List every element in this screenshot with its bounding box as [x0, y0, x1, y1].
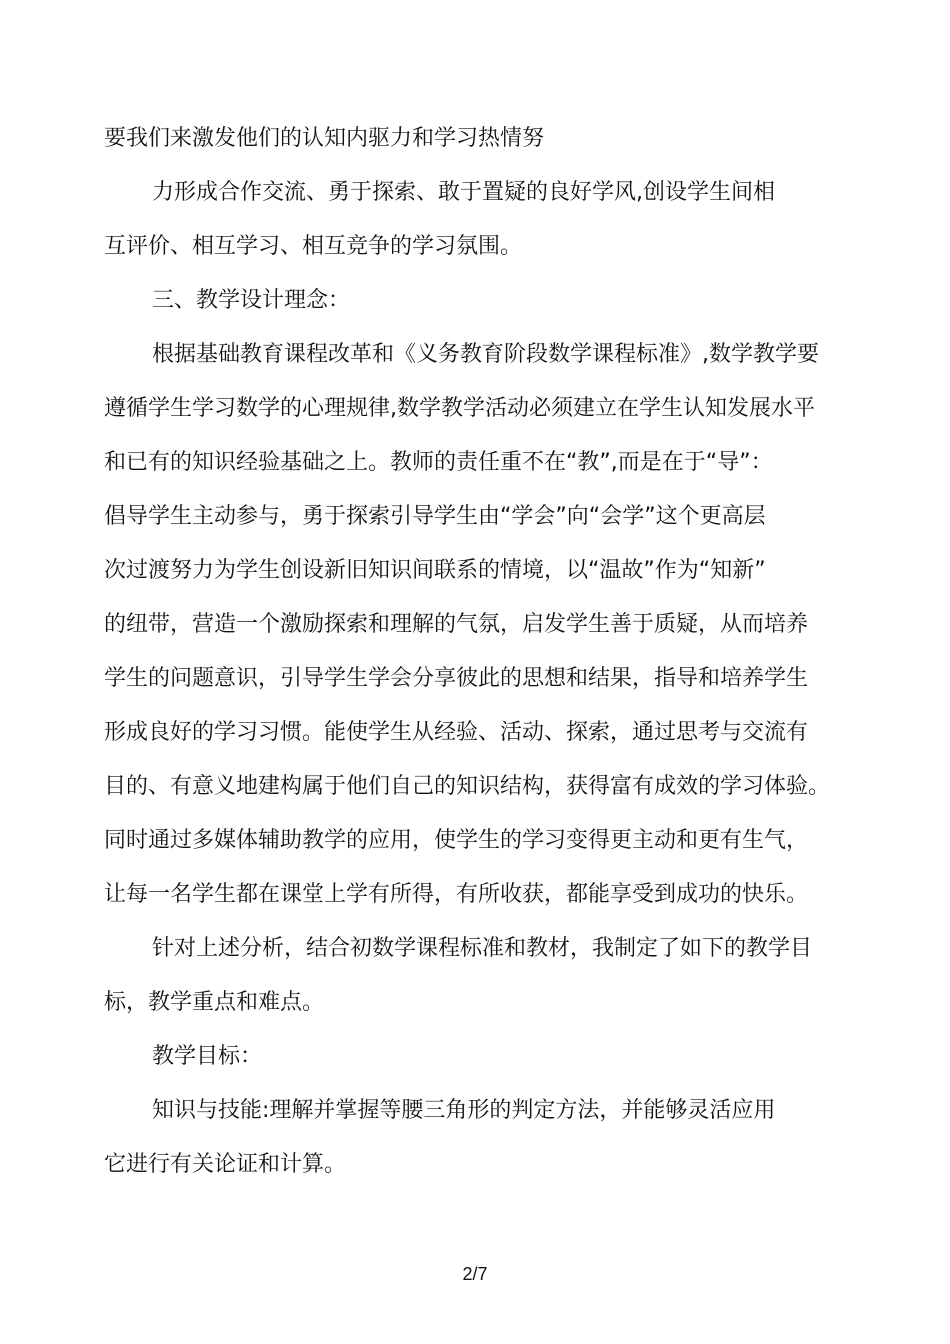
text-line-15: 让每一名学生都在课堂上学有所得，有所收获，都能享受到成功的快乐。	[104, 882, 809, 907]
text-line-6: 遵循学生学习数学的心理规律,数学教学活动必须建立在学生认知发展水平	[104, 396, 815, 421]
text-line-10: 的纽带，营造一个激励探索和理解的气氛，启发学生善于质疑，从而培养	[104, 612, 809, 637]
text-line-14: 同时通过多媒体辅助教学的应用，使学生的学习变得更主动和更有生气，	[104, 828, 809, 853]
text-line-5: 根据基础教育课程改革和《义务教育阶段数学课程标准》,数学教学要	[152, 342, 819, 367]
text-line-2: 力形成合作交流、勇于探索、敢于置疑的良好学风,创设学生间相	[152, 180, 775, 205]
text-line-8: 倡导学生主动参与，勇于探索引导学生由“学会”向“会学”这个更高层	[104, 504, 766, 529]
text-line-12: 形成良好的学习习惯。能使学生从经验、活动、探索，通过思考与交流有	[104, 720, 809, 745]
text-line-9: 次过渡努力为学生创设新旧知识间联系的情境，以“温故”作为“知新”	[104, 558, 766, 583]
text-line-1: 要我们来激发他们的认知内驱力和学习热情努	[104, 126, 545, 151]
text-line-20: 它进行有关论证和计算。	[104, 1152, 347, 1177]
text-line-11: 学生的问题意识，引导学生学会分享彼此的思想和结果，指导和培养学生	[104, 666, 809, 691]
text-line-13: 目的、有意义地建构属于他们自己的知识结构，获得富有成效的学习体验。	[104, 774, 831, 799]
text-line-3: 互评价、相互学习、相互竞争的学习氛围。	[104, 234, 523, 259]
text-line-17: 标，教学重点和难点。	[104, 990, 325, 1015]
text-line-16: 针对上述分析，结合初数学课程标准和教材，我制定了如下的教学目	[152, 936, 813, 961]
subheading-teaching-goals: 教学目标：	[152, 1044, 263, 1069]
page-number: 2/7	[462, 1264, 488, 1284]
text-line-7: 和已有的知识经验基础之上。教师的责任重不在“教”,而是在于“导”：	[104, 450, 773, 475]
text-line-19: 知识与技能:理解并掌握等腰三角形的判定方法，并能够灵活应用	[152, 1098, 776, 1123]
section-heading: 三、教学设计理念：	[152, 288, 351, 313]
